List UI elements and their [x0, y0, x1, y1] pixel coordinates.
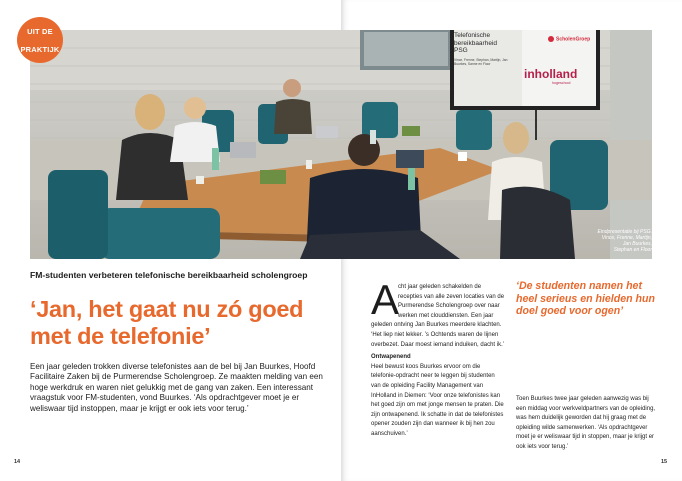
article-kicker: FM-studenten verbeteren telefonische bereikbaarheid scholengroep [30, 270, 308, 280]
right-column-1 [371, 276, 506, 442]
photo-caption: Eindpresentatie bij PSG. Vince, Frenne, Martijn, Jan Buurkes, Stephan en Floor [597, 229, 652, 253]
flower-icon [548, 36, 554, 42]
article-headline: ‘Jan, het gaat nu zó goed met de telefonie’ [30, 296, 304, 349]
paragraph-2: Heel bewust koos Buurkes ervoor om die telefonie-opdracht neer te leggen bij studenten van de opleiding Facility Management van InHolland in Diemen: ‘Voor onze telefonistes kan het goed zijn om met jonge mensen te praten. Die zijn ontwapenend. Ik schatte in dat de telefonistes opener zouden zijn dan wanneer ik bij hen zou aanschuiven.’ [371, 363, 504, 437]
article-intro: Een jaar geleden trokken diverse telefonistes aan de bel bij Jan Buurkes, Hoofd Facilitaire Zaken bij de Purmerendse Scholengroep. Ze maakten melding van een hoge werkdruk en waren niet gelukkig met de gang van zaken. Een interessant vraagstuk voor FM-studenten, vond Buurkes. ‘Als opdrachtgever moet je er weliswaar tijd instoppen, maar je krijgt er ook iets voor terug.’ [30, 362, 323, 413]
page-number-left: 14 [14, 459, 21, 465]
paragraph-3: Toen Buurkes twee jaar geleden aanwezig was bij een middag voor werkveldpartners van de opleiding, was hem duidelijk geworden dat hij graag met de opleiding wilde samenwerken. ‘Als opdrachtgever moet je er weliswaar tijd in stoppen, maar je krijgt er ook iets voor terug.’ [516, 396, 656, 450]
section-badge: UIT DE PRAKTIJK [17, 17, 63, 63]
paragraph-1: cht jaar geleden schakelden de recepties van alle zeven locaties van de Purmerendse Scholengroep over naar werken met clouddiensten. Een jaar geleden ontving Jan Buurkes meerdere klachten. ‘Het liep niet lekker. ’s Ochtends waren de lijnen overbezet. Daar moest iemand induiken, dacht ik.’ [371, 284, 505, 348]
screen-names: Vince, Frenne, Stephan, Martijn, Jan Buurkes, Sanne en Floor [454, 58, 508, 66]
meeting-photo [30, 30, 652, 259]
screen-title: Telefonische bereikbaarheid PSG [454, 32, 498, 54]
page-number-right: 15 [661, 459, 668, 465]
pull-quote: ‘De studenten namen het heel serieus en hielden hun doel goed voor ogen’ [516, 280, 655, 318]
subhead: Ontwapenend [371, 354, 411, 361]
inholland-logo-sub: hogeschool [552, 81, 571, 85]
inholland-logo: inholland [524, 67, 578, 81]
drop-cap: A [371, 276, 400, 323]
meeting-photo-illustration [30, 30, 652, 259]
opening-paragraph [371, 276, 506, 350]
scholengroep-logo: ScholenGroep [548, 36, 590, 43]
